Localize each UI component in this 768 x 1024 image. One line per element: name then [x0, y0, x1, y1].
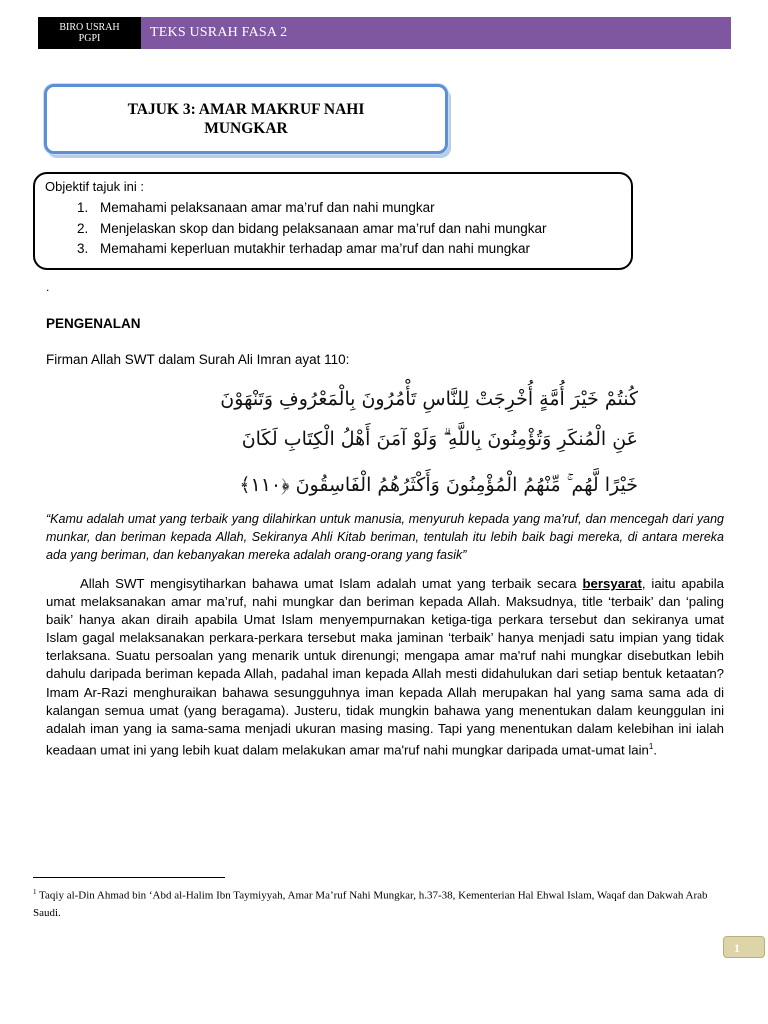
objective-text: Menjelaskan skop dan bidang pelaksanaan amar ma’ruf dan nahi mungkar	[100, 220, 547, 236]
footnote	[33, 884, 713, 922]
paragraph-text-start: Allah SWT mengisytiharkan bahawa umat Islam adalah umat yang terbaik secara	[80, 576, 583, 591]
objectives-list	[77, 198, 547, 260]
biro-label-line1: BIRO USRAH	[59, 22, 120, 33]
topic-title-line1: TAJUK 3: AMAR MAKRUF NAHI	[127, 101, 365, 118]
arabic-verse-line-3: خَيْرًا لَّهُم ۚ مِّنْهُمُ الْمُؤْمِنُونَ وَأَكْثَرُهُمُ الْفَاسِقُونَ ﴿١١٠﴾	[239, 474, 638, 496]
paragraph-text-rest: , iaitu apabila umat melaksanakan amar ma’ruf, nahi mungkar dan beriman kepada Allah. Maksudnya, title ‘terbaik’ dan ‘paling baik’ hanya akan diraih apabila Umat Islam menyempurnakan ketiga-tiga perkara tersebut dan sekiranya umat Islam gagal melaksanakan perkara-perkara tersebut maka jaminan ‘terbaik’ hanya menjadi satu impian yang tidak terlaksana. Suatu persoalan yang menarik untuk direnungi; mengapa amar ma'ruf nahi mungkar disebutkan lebih dahulu daripada beriman kepada Allah, padahal iman kepada Allah mesti didahulukan dari setiap bentuk ketaatan? Imam Ar-Razi menghuraikan bahawa sesungguhnya iman kepada Allah merupakan hal yang sama sama ada di kalangan semua umat (yang beragama). Justeru, tidak mungkin bahawa yang menentukan dalam keunggulan ini adalah iman yang ia sama-sama menjadi ukuran masing masing. Tapi yang menentukan dalam kelebihan ini ialah keadaan umat ini yang lebih kuat dalam melakukan amar ma'ruf nahi mungkar daripada umat-umat lain	[46, 576, 724, 758]
stray-dot: .	[46, 280, 50, 294]
paragraph-text-end: .	[653, 742, 658, 758]
objective-item	[77, 198, 547, 219]
topic-title-line2: MUNGKAR	[204, 120, 288, 137]
objective-text: Memahami pelaksanaan amar ma’ruf dan nahi mungkar	[100, 200, 435, 215]
page-header	[38, 17, 731, 49]
objective-number: 1.	[77, 200, 89, 215]
verse-translation: “Kamu adalah umat yang terbaik yang dilahirkan untuk manusia, menyuruh kepada yang ma'ruf, dan mencegah dari yang munkar, dan beriman kepada Allah, Sekiranya Ahli Kitab beriman, tentulah itu lebih baik bagi mereka, di antara mereka ada yang beriman, dan kebanyakan mereka adalah orang-orang yang fasik”	[46, 512, 724, 562]
objective-number: 2.	[77, 220, 89, 236]
arabic-verse-line-1: كُنتُمْ خَيْرَ أُمَّةٍ أُخْرِجَتْ لِلنَّاسِ تَأْمُرُونَ بِالْمَعْرُوفِ وَتَنْهَوْنَ	[220, 388, 638, 410]
arabic-verse-line-2: عَنِ الْمُنكَرِ وَتُؤْمِنُونَ بِاللَّهِ ۗ وَلَوْ آمَنَ أَهْلُ الْكِتَابِ لَكَانَ	[241, 428, 638, 450]
footnote-divider	[33, 877, 225, 878]
header-title: TEKS USRAH FASA 2	[150, 25, 288, 40]
objective-item	[77, 239, 547, 260]
objective-text: Memahami keperluan mutakhir terhadap amar ma’ruf dan nahi mungkar	[100, 241, 530, 256]
objective-item	[77, 219, 547, 240]
biro-label	[38, 17, 141, 49]
footnote-reference[interactable]: 1	[648, 741, 654, 751]
biro-label-line2: PGPI	[78, 33, 101, 44]
objective-number: 3.	[77, 241, 89, 256]
page-number-badge: 1	[723, 936, 765, 958]
objectives-box	[33, 172, 633, 270]
section-heading: PENGENALAN	[46, 316, 141, 331]
verse-intro: Firman Allah SWT dalam Surah Ali Imran ayat 110:	[46, 352, 350, 367]
body-paragraph	[46, 575, 724, 759]
objectives-intro: Objektif tajuk ini :	[45, 179, 144, 194]
topic-title-box	[44, 84, 448, 154]
footnote-marker: 1	[33, 888, 37, 896]
emphasis-word: bersyarat	[582, 576, 642, 591]
footnote-text: Taqiy al-Din Ahmad bin ‘Abd al-Halim Ibn Taymiyyah, Amar Ma’ruf Nahi Mungkar, h.37-38, Kementerian Hal Ehwal Islam, Waqaf dan Dakwah Arab Saudi.	[33, 889, 708, 919]
